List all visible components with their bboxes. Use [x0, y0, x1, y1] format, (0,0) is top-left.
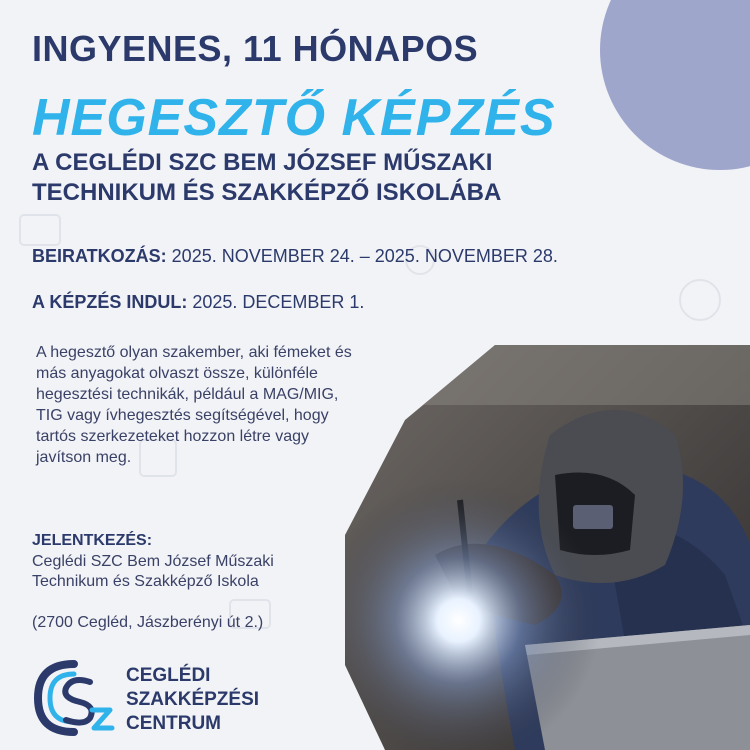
- start-line: [32, 292, 364, 313]
- headline-free-11-months: INGYENES, 11 HÓNAPOS: [32, 28, 479, 69]
- apply-label: JELENTKEZÉS:: [32, 532, 153, 549]
- szc-logo-icon: [32, 660, 116, 736]
- logo-line3: CENTRUM: [126, 713, 221, 734]
- enrollment-dates: 2025. NOVEMBER 24. – 2025. NOVEMBER 28.: [166, 246, 558, 266]
- decorative-circle: [600, 0, 750, 170]
- headline-welder-training: HEGESZTŐ KÉPZÉS: [32, 89, 556, 147]
- start-label: A KÉPZÉS INDUL:: [32, 292, 188, 312]
- headline-school: [32, 148, 501, 208]
- description-paragraph: A hegesztő olyan szakember, aki fémeket és más anyagokat olvaszt össze, különféle hegesztési technikák, például a MAG/MIG, TIG vagy ívhegesztés segítségével, hogy tartós szerkezeteket hozzon létre vagy javítson meg.: [36, 344, 352, 466]
- apply-school-line1: Ceglédi SZC Bem József Műszaki: [32, 553, 274, 570]
- welding-photo: [345, 345, 750, 750]
- enrollment-line: [32, 246, 558, 267]
- logo-line1: CEGLÉDI: [126, 665, 211, 686]
- start-date: 2025. DECEMBER 1.: [187, 292, 365, 312]
- logo-text: [126, 664, 259, 736]
- apply-address: (2700 Cegléd, Jászberényi út 2.): [32, 614, 264, 631]
- enrollment-label: BEIRATKOZÁS:: [32, 246, 167, 266]
- headline-school-line1: A CEGLÉDI SZC BEM JÓZSEF MŰSZAKI: [32, 149, 493, 176]
- logo-line2: SZAKKÉPZÉSI: [126, 689, 260, 710]
- headline-school-line2: TECHNIKUM ÉS SZAKKÉPZŐ ISKOLÁBA: [32, 179, 502, 206]
- apply-school: [32, 552, 352, 592]
- apply-school-line2: Technikum és Szakképző Iskola: [32, 573, 259, 590]
